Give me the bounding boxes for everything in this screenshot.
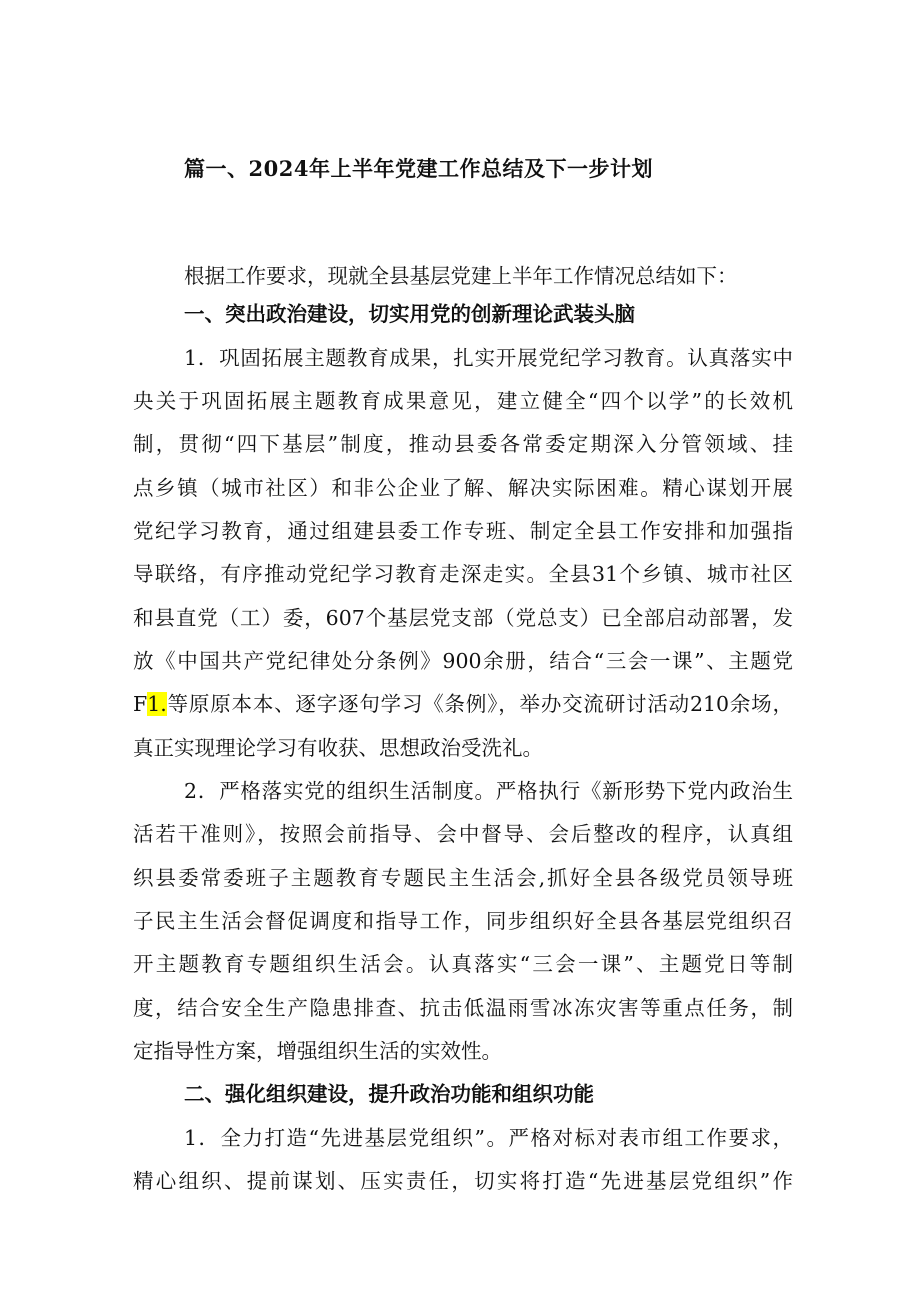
- paragraph-line-highlighted: [133, 686, 793, 722]
- document-title: 篇一、2024年上半年党建工作总结及下一步计划: [184, 156, 653, 181]
- line-prefix: F: [133, 692, 148, 716]
- paragraph-line: 1．全力打造“先进基层党组织”。严格对标对表市组工作要求，: [184, 1126, 793, 1150]
- section-heading: 一、突出政治建设，切实用党的创新理论武装头脑: [184, 302, 635, 326]
- section-heading: 二、强化组织建设，提升政治功能和组织功能: [184, 1082, 594, 1106]
- paragraph-line: 活若干准则》，按照会前指导、会中督导、会后整改的程序，认真组: [133, 822, 793, 846]
- paragraph-line: 根据工作要求，现就全县基层党建上半年工作情况总结如下：: [184, 264, 738, 288]
- paragraph-line: 放《中国共产党纪律处分条例》900余册，结合“三会一课”、主题党: [133, 649, 793, 673]
- paragraph-line: 开主题教育专题组织生活会。认真落实“三会一课”、主题党日等制: [133, 952, 793, 976]
- paragraph-line: 子民主生活会督促调度和指导工作，同步组织好全县各基层党组织召: [133, 909, 793, 933]
- paragraph-line: 2．严格落实党的组织生活制度。严格执行《新形势下党内政治生: [184, 779, 793, 803]
- highlighted-text: 1.: [147, 692, 167, 716]
- paragraph-line: 和县直党（工）委，607个基层党支部（党总支）已全部启动部署，发: [133, 606, 793, 630]
- paragraph-line: 精心组织、提前谋划、压实责任，切实将打造“先进基层党组织”作: [133, 1169, 793, 1193]
- paragraph-line: 党纪学习教育，通过组建县委工作专班、制定全县工作安排和加强指: [133, 519, 793, 543]
- paragraph-line: 定指导性方案，增强组织生活的实效性。: [133, 1039, 502, 1063]
- paragraph-line: 导联络，有序推动党纪学习教育走深走实。全县31个乡镇、城市社区: [133, 562, 793, 586]
- line-suffix: 等原原本本、逐字逐句学习《条例》，举办交流研讨活动210余场，: [166, 692, 793, 716]
- paragraph-line: 1．巩固拓展主题教育成果，扎实开展党纪学习教育。认真落实中: [184, 346, 793, 370]
- paragraph-line: 织县委常委班子主题教育专题民主生活会,抓好全县各级党员领导班: [133, 866, 793, 890]
- paragraph-line: 度，结合安全生产隐患排查、抗击低温雨雪冰冻灾害等重点任务，制: [133, 996, 793, 1020]
- paragraph-line: 央关于巩固拓展主题教育成果意见，建立健全“四个以学”的长效机: [133, 389, 793, 413]
- paragraph-line: 真正实现理论学习有收获、思想政治受洗礼。: [133, 736, 543, 760]
- paragraph-line: 制，贯彻“四下基层”制度，推动县委各常委定期深入分管领域、挂: [133, 432, 793, 456]
- paragraph-line: 点乡镇（城市社区）和非公企业了解、解决实际困难。精心谋划开展: [133, 476, 793, 500]
